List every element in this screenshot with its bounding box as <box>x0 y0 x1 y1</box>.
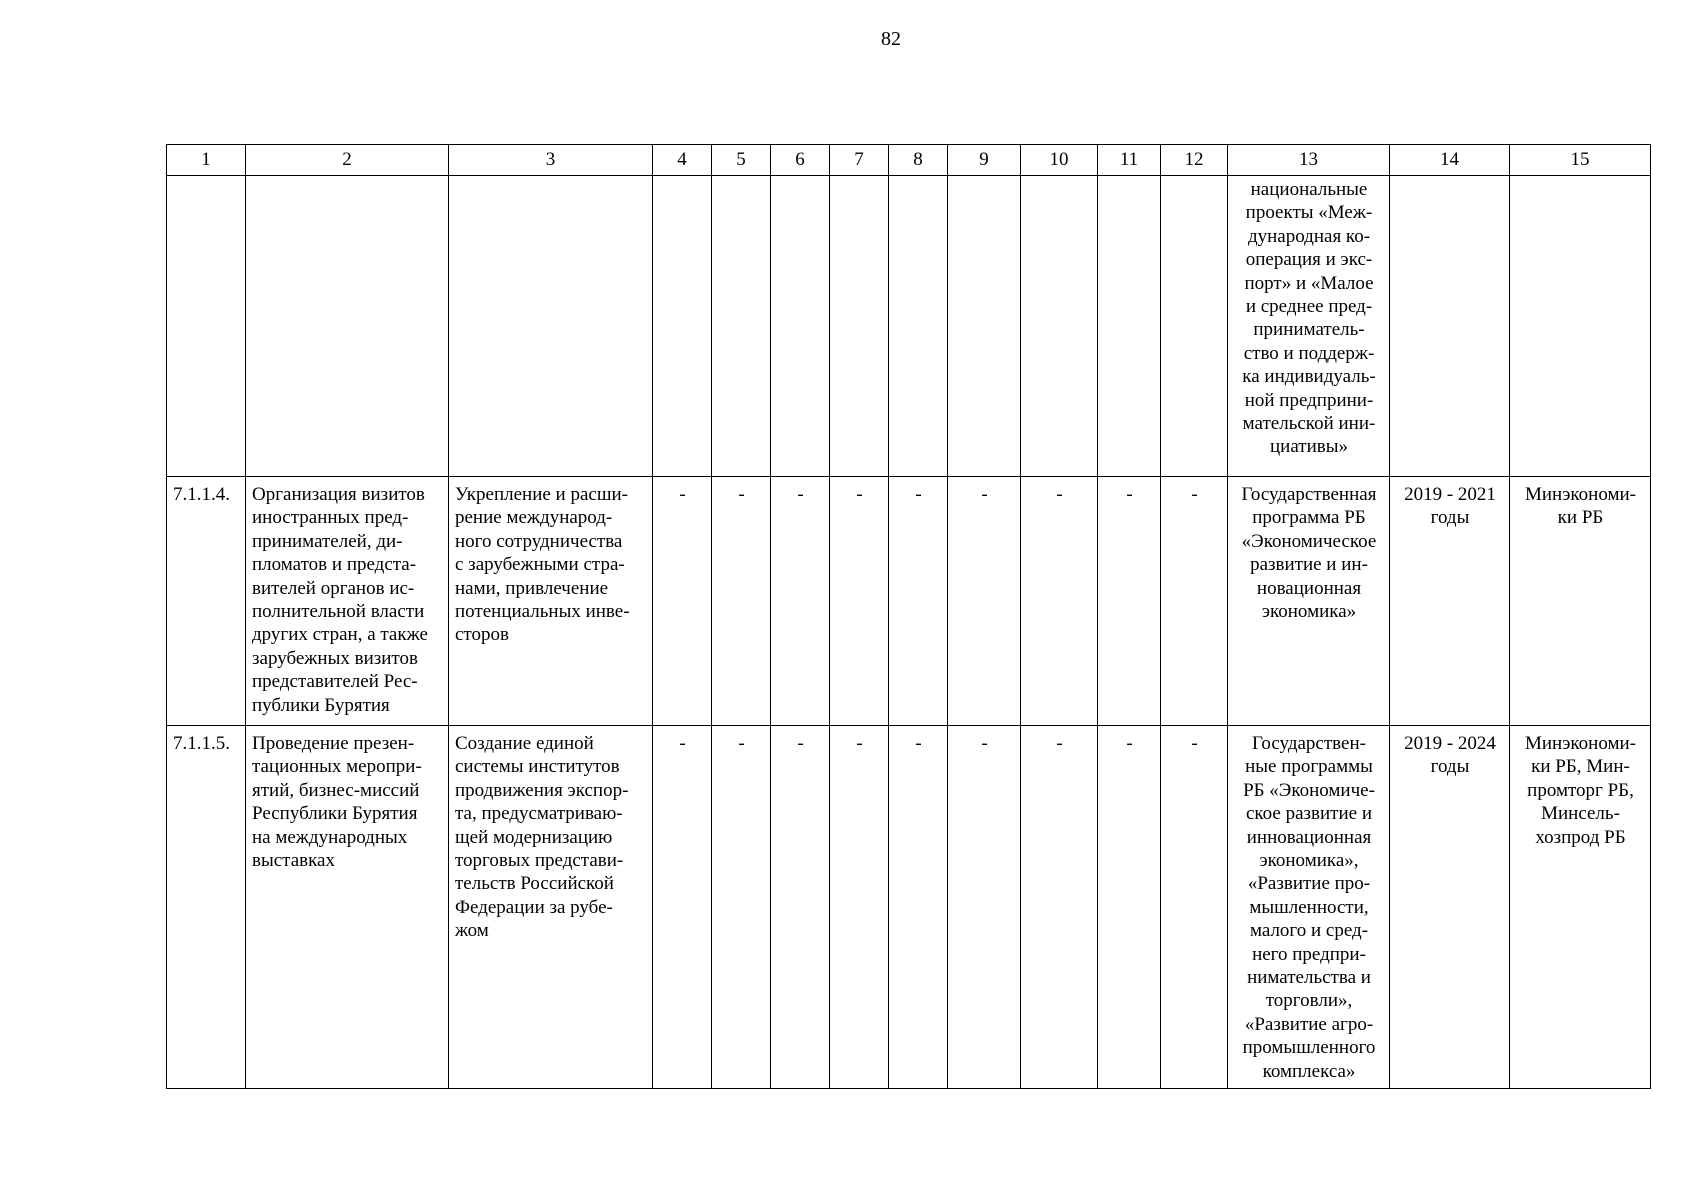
result-cell-line: нами, привлечение <box>455 577 609 599</box>
executor-cell-line: хозпрод РБ <box>1535 826 1626 848</box>
program-cell-line: малого и сред- <box>1249 920 1369 942</box>
executor-cell-line: Минсель- <box>1541 803 1620 825</box>
value-cell <box>771 176 830 477</box>
result-cell-line: торговых представи- <box>455 850 624 872</box>
result-cell-line: тельств Российской <box>455 873 614 895</box>
result-cell-line: с зарубежными стра- <box>455 554 625 576</box>
header-row <box>167 145 1651 176</box>
value-cell <box>712 176 771 477</box>
program-cell-line: порт» и «Малое <box>1244 272 1374 294</box>
action-cell-line: представителей Рес- <box>252 671 418 693</box>
value-cell: - <box>1098 726 1161 1089</box>
value-cell <box>1098 176 1161 477</box>
program-cell-line: экономика», <box>1259 850 1359 872</box>
row-number: 7.1.1.4. <box>167 477 246 726</box>
result-cell <box>449 726 653 1089</box>
program-cell <box>1228 176 1390 477</box>
value-cell: - <box>653 726 712 1089</box>
column-header-7: 7 <box>830 145 889 176</box>
value-cell: - <box>1161 726 1228 1089</box>
executor-cell-line: ки РБ <box>1557 507 1604 529</box>
column-header-15: 15 <box>1510 145 1651 176</box>
action-cell-line: тационных меропри- <box>252 756 422 778</box>
result-cell-line: жом <box>455 920 489 942</box>
column-header-12: 12 <box>1161 145 1228 176</box>
program-cell-line: «Развитие про- <box>1247 873 1371 895</box>
action-cell-line: Организация визитов <box>252 484 425 505</box>
column-header-3: 3 <box>449 145 653 176</box>
column-header-6: 6 <box>771 145 830 176</box>
table-row <box>167 726 1651 1089</box>
program-cell-line: мышленности, <box>1249 896 1369 918</box>
program-cell <box>1228 726 1390 1089</box>
result-cell-line: та, предусматриваю- <box>455 803 623 825</box>
program-cell-line: программа РБ <box>1252 507 1366 529</box>
value-cell <box>1161 176 1228 477</box>
program-cell-line: РБ «Экономиче- <box>1243 779 1375 801</box>
value-cell: - <box>830 726 889 1089</box>
program-cell-line: «Развитие агро- <box>1244 1013 1374 1035</box>
action-cell-line: других стран, а также <box>252 624 428 646</box>
value-cell <box>1021 176 1098 477</box>
result-cell-line: щей модернизацию <box>455 826 613 848</box>
column-header-14: 14 <box>1390 145 1510 176</box>
column-header-1: 1 <box>167 145 246 176</box>
value-cell: - <box>1161 477 1228 726</box>
result-cell-line: потенциальных инве- <box>455 601 630 623</box>
row-number: 7.1.1.5. <box>167 726 246 1089</box>
column-header-13: 13 <box>1228 145 1390 176</box>
program-cell-line: Государствен- <box>1252 733 1366 754</box>
column-header-9: 9 <box>948 145 1021 176</box>
action-cell-line: полнительной власти <box>252 601 425 623</box>
column-header-10: 10 <box>1021 145 1098 176</box>
program-cell-line: проекты «Меж- <box>1245 202 1373 224</box>
program-cell-line: новационная <box>1256 577 1362 599</box>
program-cell-line: ка индивидуаль- <box>1242 366 1376 388</box>
action-cell-line: Проведение презен- <box>252 733 415 754</box>
term-cell-line: годы <box>1430 507 1470 529</box>
value-cell: - <box>1098 477 1161 726</box>
term-cell-line: 2019 - 2024 <box>1404 733 1496 754</box>
term-cell-line: годы <box>1430 756 1470 778</box>
action-cell-line: вителей органов ис- <box>252 577 415 599</box>
value-cell: - <box>889 726 948 1089</box>
value-cell: - <box>712 477 771 726</box>
term-cell <box>1390 726 1510 1089</box>
action-cell <box>246 477 449 726</box>
program-cell-line: него предпри- <box>1252 943 1366 965</box>
program-cell-line: промышленного <box>1242 1037 1376 1059</box>
executor-cell <box>1510 176 1651 477</box>
program-cell-line: комплекса» <box>1262 1060 1356 1082</box>
result-cell-line: сторов <box>455 624 509 646</box>
result-cell <box>449 477 653 726</box>
column-header-8: 8 <box>889 145 948 176</box>
action-cell-line: пломатов и предста- <box>252 554 417 576</box>
result-cell-line: рение международ- <box>455 507 613 529</box>
action-cell-line: зарубежных визитов <box>252 647 418 669</box>
action-cell-line: Республики Бурятия <box>252 803 418 825</box>
table-row <box>167 477 1651 726</box>
page-number: 82 <box>881 28 901 50</box>
result-cell-line: продвижения экспор- <box>455 779 629 801</box>
executor-cell-line: Минэкономи- <box>1525 484 1636 505</box>
program-cell-line: экономика» <box>1261 601 1357 623</box>
executor-cell-line: промторг РБ, <box>1527 779 1634 801</box>
plan-table <box>166 144 1651 1089</box>
column-header-5: 5 <box>712 145 771 176</box>
action-cell <box>246 176 449 477</box>
executor-cell <box>1510 477 1651 726</box>
action-cell-line: ятий, бизнес-миссий <box>252 779 420 801</box>
row-number <box>167 176 246 477</box>
value-cell: - <box>653 477 712 726</box>
program-cell-line: ной предприни- <box>1244 389 1374 411</box>
action-cell <box>246 726 449 1089</box>
action-cell-line: иностранных пред- <box>252 507 409 529</box>
program-cell-line: инновационная <box>1246 826 1372 848</box>
executor-cell-line: Минэкономи- <box>1525 733 1636 754</box>
value-cell: - <box>712 726 771 1089</box>
term-cell <box>1390 176 1510 477</box>
result-cell-line: Укрепление и расши- <box>455 484 628 505</box>
value-cell: - <box>889 477 948 726</box>
program-cell-line: ные программы <box>1245 756 1373 778</box>
value-cell: - <box>948 726 1021 1089</box>
executor-cell-line: ки РБ, Мин- <box>1531 756 1630 778</box>
program-cell-line: циативы» <box>1270 436 1348 458</box>
program-cell-line: развитие и ин- <box>1250 554 1368 576</box>
program-cell <box>1228 477 1390 726</box>
table-row <box>167 176 1651 477</box>
result-cell-line: ного сотрудничества <box>455 530 623 552</box>
action-cell-line: принимателей, ди- <box>252 530 403 552</box>
program-cell-line: и среднее пред- <box>1245 296 1373 318</box>
program-cell-line: приниматель- <box>1253 319 1365 341</box>
value-cell: - <box>948 477 1021 726</box>
term-cell <box>1390 477 1510 726</box>
result-cell-line: Создание единой <box>455 733 594 754</box>
program-cell-line: национальные <box>1250 179 1368 200</box>
term-cell-line: 2019 - 2021 <box>1404 484 1496 505</box>
value-cell <box>889 176 948 477</box>
executor-cell <box>1510 726 1651 1089</box>
action-cell-line: на международных <box>252 826 408 848</box>
program-cell-line: дународная ко- <box>1247 225 1371 247</box>
result-cell <box>449 176 653 477</box>
program-cell-line: мательской ини- <box>1242 413 1376 435</box>
column-header-11: 11 <box>1098 145 1161 176</box>
result-cell-line: системы институтов <box>455 756 620 778</box>
value-cell <box>653 176 712 477</box>
program-cell-line: ство и поддерж- <box>1243 342 1375 364</box>
value-cell: - <box>1021 726 1098 1089</box>
program-cell-line: ское развитие и <box>1245 803 1372 825</box>
value-cell <box>948 176 1021 477</box>
program-cell-line: нимательства и <box>1247 967 1371 989</box>
value-cell: - <box>830 477 889 726</box>
program-cell-line: операция и экс- <box>1245 249 1373 271</box>
result-cell-line: Федерации за рубе- <box>455 896 613 918</box>
program-cell-line: «Экономическое <box>1241 530 1377 552</box>
program-cell-line: Государственная <box>1241 484 1377 505</box>
column-header-4: 4 <box>653 145 712 176</box>
value-cell: - <box>771 726 830 1089</box>
value-cell: - <box>771 477 830 726</box>
action-cell-line: публики Бурятия <box>252 694 390 716</box>
program-cell-line: торговли», <box>1265 990 1353 1012</box>
action-cell-line: выставках <box>252 850 335 872</box>
column-header-2: 2 <box>246 145 449 176</box>
value-cell: - <box>1021 477 1098 726</box>
value-cell <box>830 176 889 477</box>
